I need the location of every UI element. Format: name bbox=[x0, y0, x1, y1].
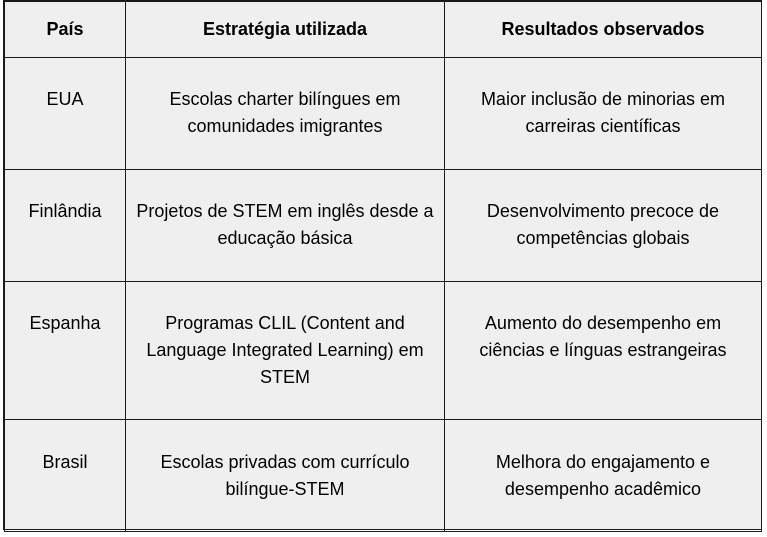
header-results: Resultados observados bbox=[445, 2, 762, 58]
comparison-table bbox=[4, 1, 762, 532]
cell-country: EUA bbox=[5, 58, 126, 170]
cell-strategy: Projetos de STEM em inglês desde a educação básica bbox=[126, 170, 445, 282]
cell-results: Melhora do engajamento e desempenho acadêmico bbox=[445, 420, 762, 532]
comparison-table-container bbox=[3, 0, 762, 530]
cell-results: Maior inclusão de minorias em carreiras científicas bbox=[445, 58, 762, 170]
table-body bbox=[5, 58, 762, 532]
cell-results: Desenvolvimento precoce de competências globais bbox=[445, 170, 762, 282]
cell-strategy: Escolas charter bilíngues em comunidades imigrantes bbox=[126, 58, 445, 170]
cell-country: Finlândia bbox=[5, 170, 126, 282]
header-country: País bbox=[5, 2, 126, 58]
header-strategy: Estratégia utilizada bbox=[126, 2, 445, 58]
cell-country: Brasil bbox=[5, 420, 126, 532]
table-header bbox=[5, 2, 762, 58]
cell-strategy: Programas CLIL (Content and Language Integrated Learning) em STEM bbox=[126, 282, 445, 420]
cell-country: Espanha bbox=[5, 282, 126, 420]
table-row bbox=[5, 170, 762, 282]
table-row bbox=[5, 58, 762, 170]
table-row bbox=[5, 282, 762, 420]
table-row bbox=[5, 420, 762, 532]
header-row bbox=[5, 2, 762, 58]
cell-strategy: Escolas privadas com currículo bilíngue-STEM bbox=[126, 420, 445, 532]
cell-results: Aumento do desempenho em ciências e línguas estrangeiras bbox=[445, 282, 762, 420]
